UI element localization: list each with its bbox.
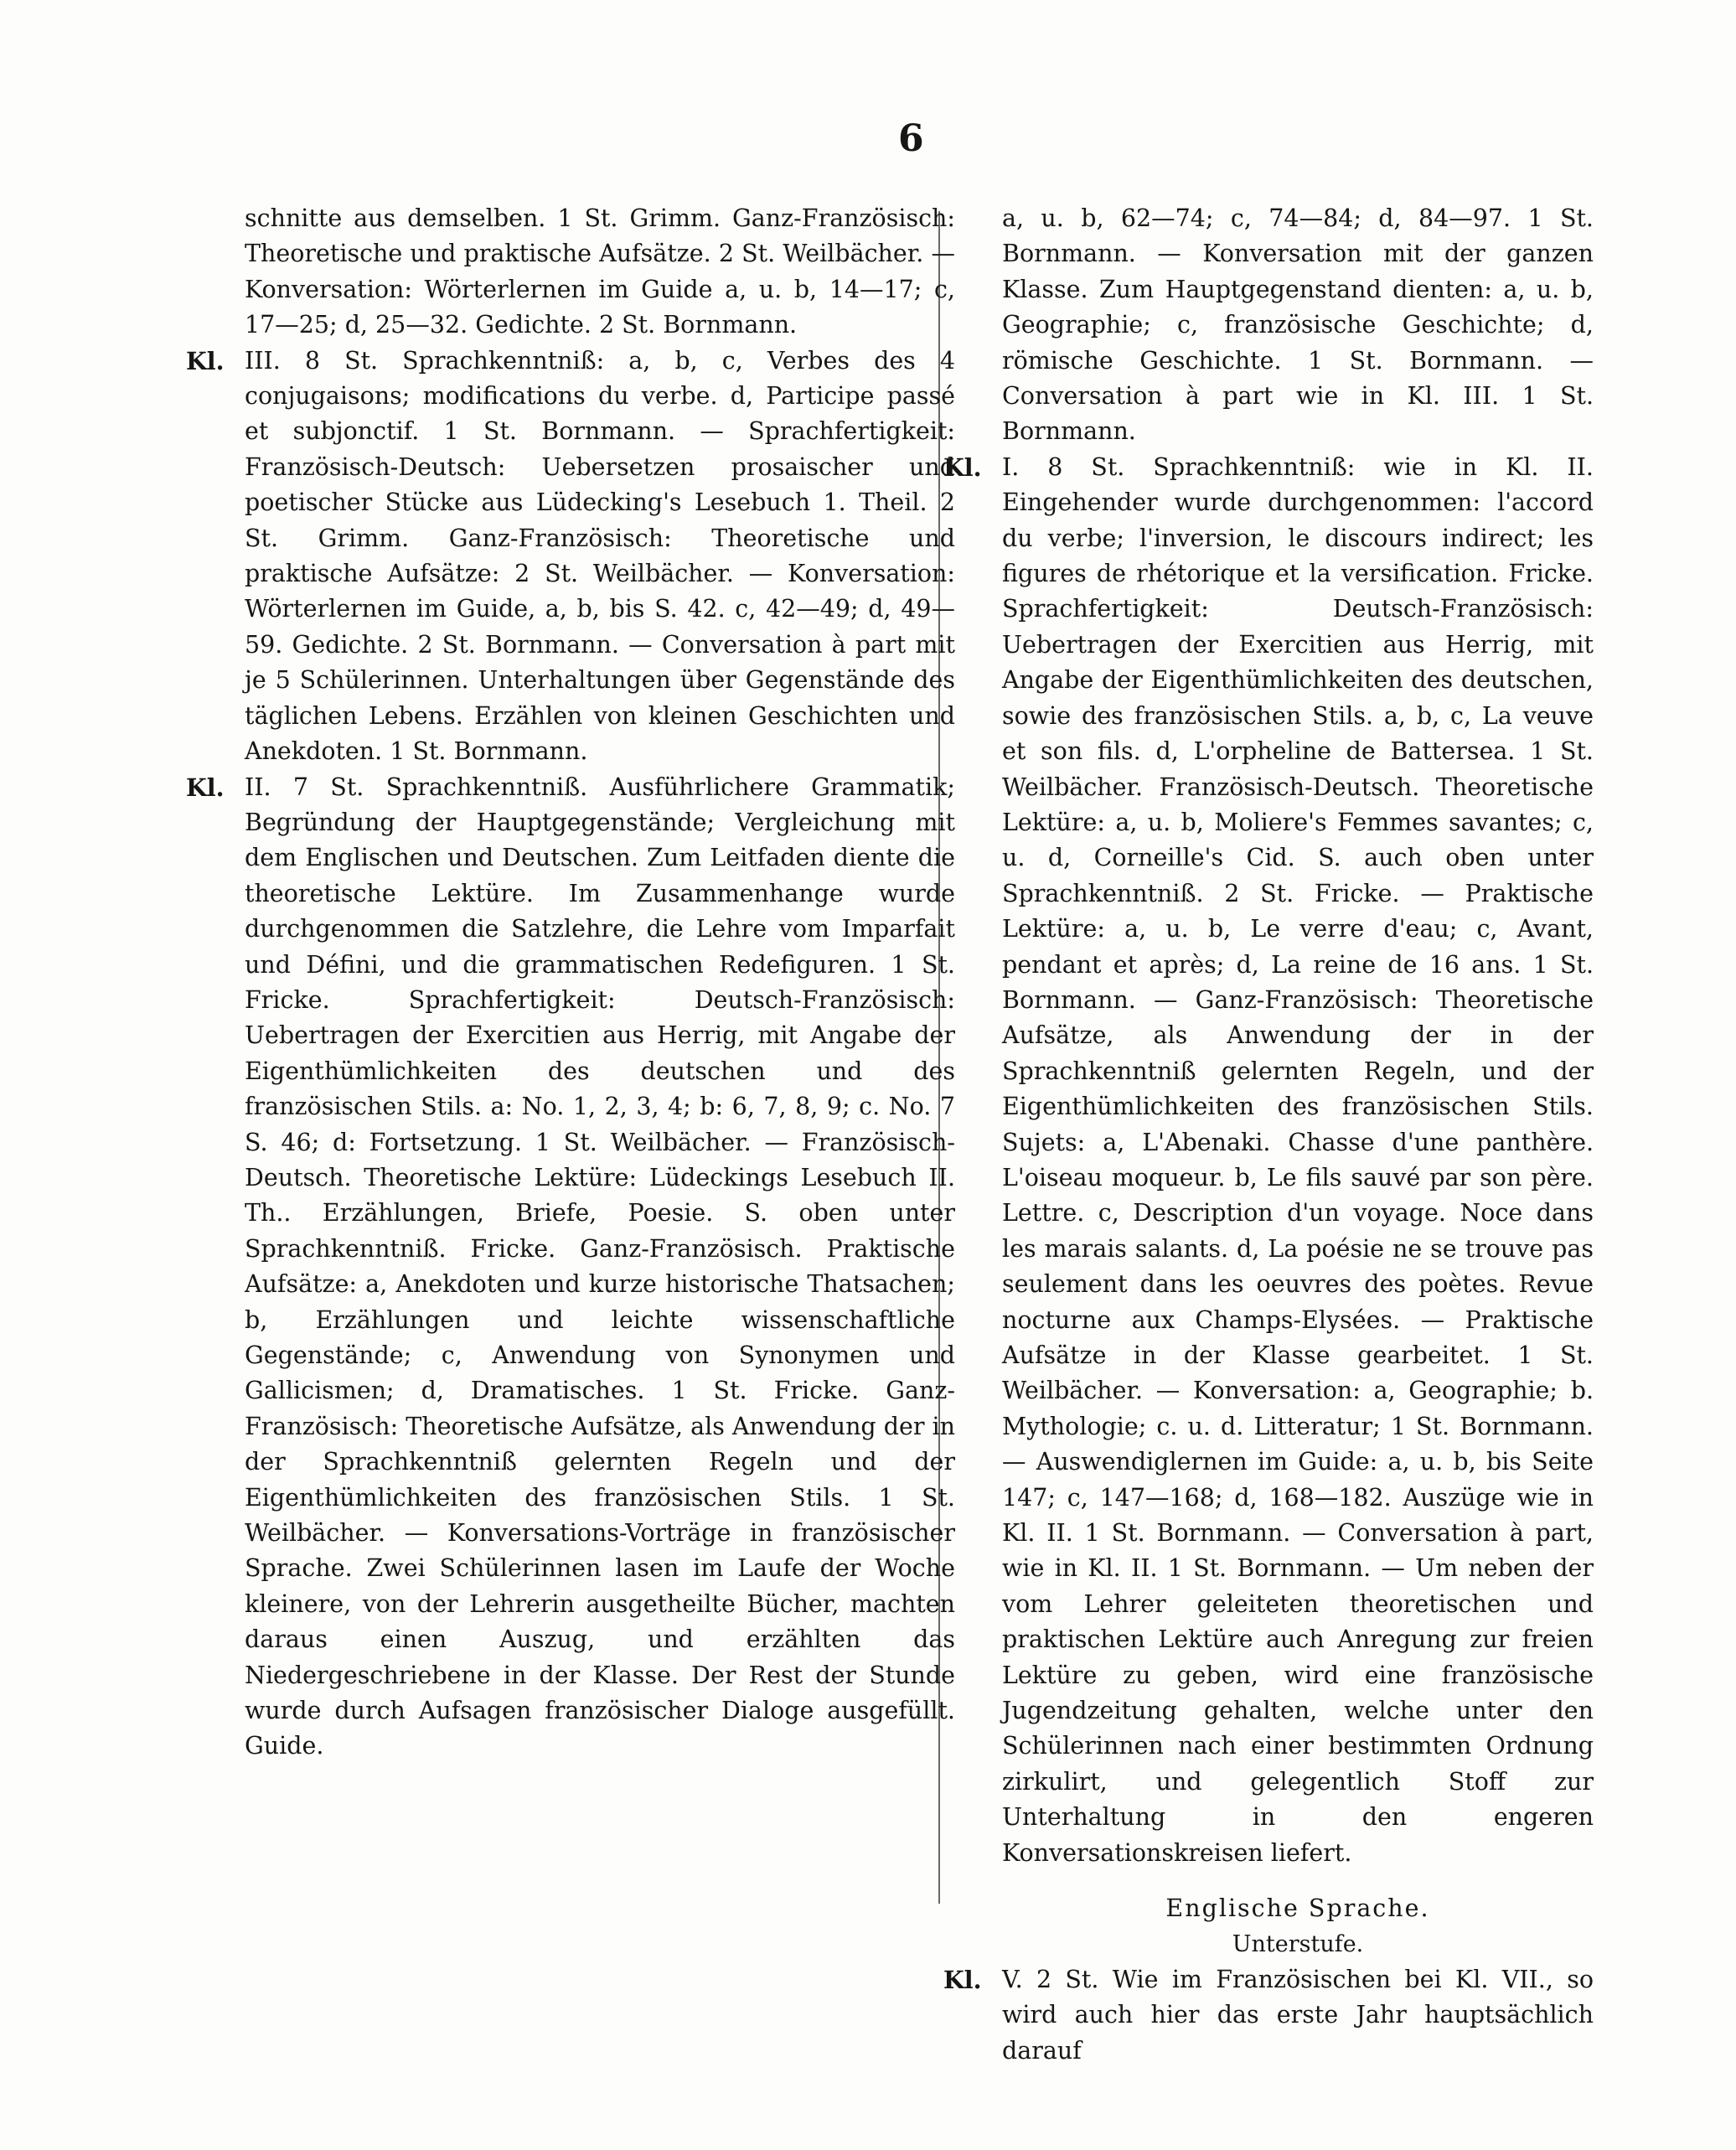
section-heading: Englische Sprache. [1165,1894,1430,1923]
left-column [186,201,956,1765]
page-number: 6 [898,117,924,160]
spacer [1002,1871,1594,1891]
right-column [943,201,1594,2069]
paragraph-text: V. 2 St. Wie im Französischen bei Kl. VII., so wird auch hier das erste Jahr hauptsächlich darauf [1002,1965,1594,2065]
paragraph-text: III. 8 St. Sprachkenntniß: a, b, c, Verbes des 4 conjugaisons; modifications du verbe. d, Participe passé et subjonctif. 1 St. Bornmann. — Sprachfertigkeit: Französisch-Deutsch: Uebersetzen prosaischer und poetischer Stücke aus Lüdecking's Lesebuch 1. Theil. 2 St. Grimm. Ganz-Französisch: Theoretische und praktische Aufsätze: 2 St. Weilbächer. — Konversation: Wörterlernen im Guide, a, b, bis S. 42. c, 42—49; d, 49—59. Gedichte. 2 St. Bornmann. — Conversation à part mit je 5 Schülerinnen. Unterhaltungen über Gegenstände des täglichen Lebens. Erzählen von kleinen Geschichten und Anekdoten. 1 St. Bornmann. [245,346,955,766]
class-label: Kl. [943,1965,982,1994]
paragraph-text: schnitte aus demselben. 1 St. Grimm. Ganz-Französisch: Theoretische und praktische Aufsätze. 2 St. Weilbächer. — Konversation: Wörterlernen im Guide a, u. b, 14—17; c, 17—25; d, 25—32. Gedichte. 2 St. Bornmann. [245,204,955,339]
paragraph [245,201,955,344]
paragraph [943,450,1594,1871]
paragraph [1002,201,1594,450]
class-label: Kl. [943,452,982,482]
paragraph-text: II. 7 St. Sprachkenntniß. Ausführlichere Grammatik; Begründung der Hauptgegenstände; Vergleichung mit dem Englischen und Deutschen. Zum Leitfaden diente die theoretische Lektüre. Im Zusammenhange wurde durchgenommen die Satzlehre, die Lehre vom Imparfait und Défini, und die grammatischen Redefiguren. 1 St. Fricke. Sprachfertigkeit: Deutsch-Französisch: Uebertragen der Exercitien aus Herrig, mit Angabe der Eigenthümlichkeiten des deutschen und des französischen Stils. a: No. 1, 2, 3, 4; b: 6, 7, 8, 9; c. No. 7 S. 46; d: Fortsetzung. 1 St. Weilbächer. — Französisch-Deutsch. Theoretische Lektüre: Lüdeckings Lesebuch II. Th.. Erzählungen, Briefe, Poesie. S. oben unter Sprachkenntniß. Fricke. Ganz-Französisch. Praktische Aufsätze: a, Anekdoten und kurze historische Thatsachen; b, Erzählungen und leichte wissenschaftliche Gegenstände; c, Anwendung von Synonymen und Gallicismen; d, Dramatisches. 1 St. Fricke. Ganz-Französisch: Theoretische Aufsätze, als Anwendung der in der Sprachkenntniß gelernten Regeln und der Eigenthümlichkeiten des französischen Stils. 1 St. Weilbächer. — Konversations-Vorträge in französischer Sprache. Zwei Schülerinnen lasen im Laufe der Woche kleinere, von der Lehrerin ausgetheilte Bücher, machten daraus einen Auszug, und erzählten das Niedergeschriebene in der Klasse. Der Rest der Stunde wurde durch Aufsagen französischer Dialoge ausgefüllt. Guide. [245,773,956,1760]
paragraph [943,1962,1594,2069]
class-label: Kl. [186,346,225,375]
paragraph-text: I. 8 St. Sprachkenntniß: wie in Kl. II. Eingehender wurde durchgenommen: l'accord du verbe; l'inversion, le discours indirect; les figures de rhétorique et la versification. Fricke. Sprachfertigkeit: Deutsch-Französisch: Uebertragen der Exercitien aus Herrig, mit Angabe der Eigenthümlichkeiten des deutschen, sowie des französischen Stils. a, b, c, La veuve et son fils. d, L'orpheline de Battersea. 1 St. Weilbächer. Französisch-Deutsch. Theoretische Lektüre: a, u. b, Moliere's Femmes savantes; c, u. d, Corneille's Cid. S. auch oben unter Sprachkenntniß. 2 St. Fricke. — Praktische Lektüre: a, u. b, Le verre d'eau; c, Avant, pendant et après; d, La reine de 16 ans. 1 St. Bornmann. — Ganz-Französisch: Theoretische Aufsätze, als Anwendung der in der Sprachkenntniß gelernten Regeln, und der Eigenthümlichkeiten des französischen Stils. Sujets: a, L'Abenaki. Chasse d'une panthère. L'oiseau moqueur. b, Le fils sauvé par son père. Lettre. c, Description d'un voyage. Noce dans les marais salants. d, La poésie ne se trouve pas seulement dans les oeuvres des poètes. Revue nocturne aux Champs-Elysées. — Praktische Aufsätze in der Klasse gearbeitet. 1 St. Weilbächer. — Konversation: a, Geographie; b. Mythologie; c. u. d. Litteratur; 1 St. Bornmann. — Auswendiglernen im Guide: a, u. b, bis Seite 147; c, 147—168; d, 168—182. Auszüge wie in Kl. II. 1 St. Bornmann. — Conversation à part, wie in Kl. II. 1 St. Bornmann. — Um neben der vom Lehrer geleiteten theoretischen und praktischen Lektüre auch Anregung zur freien Lektüre zu geben, wird eine französische Jugendzeitung gehalten, welche unter den Schülerinnen nach einer bestimmten Ordnung zirkulirt, und gelegentlich Stoff zur Unterhaltung in den engeren Konversationskreisen liefert. [1002,452,1594,1867]
paragraph-text: a, u. b, 62—74; c, 74—84; d, 84—97. 1 St. Bornmann. — Konversation mit der ganzen Klasse. Zum Hauptgegenstand dienten: a, u. b, Geographie; c, französische Geschichte; d, römische Geschichte. 1 St. Bornmann. — Conversation à part wie in Kl. III. 1 St. Bornmann. [1002,204,1594,446]
paragraph [186,344,955,770]
class-label: Kl. [186,773,225,802]
section-subheading: Unterstufe. [1232,1930,1364,1957]
paragraph [186,770,956,1765]
